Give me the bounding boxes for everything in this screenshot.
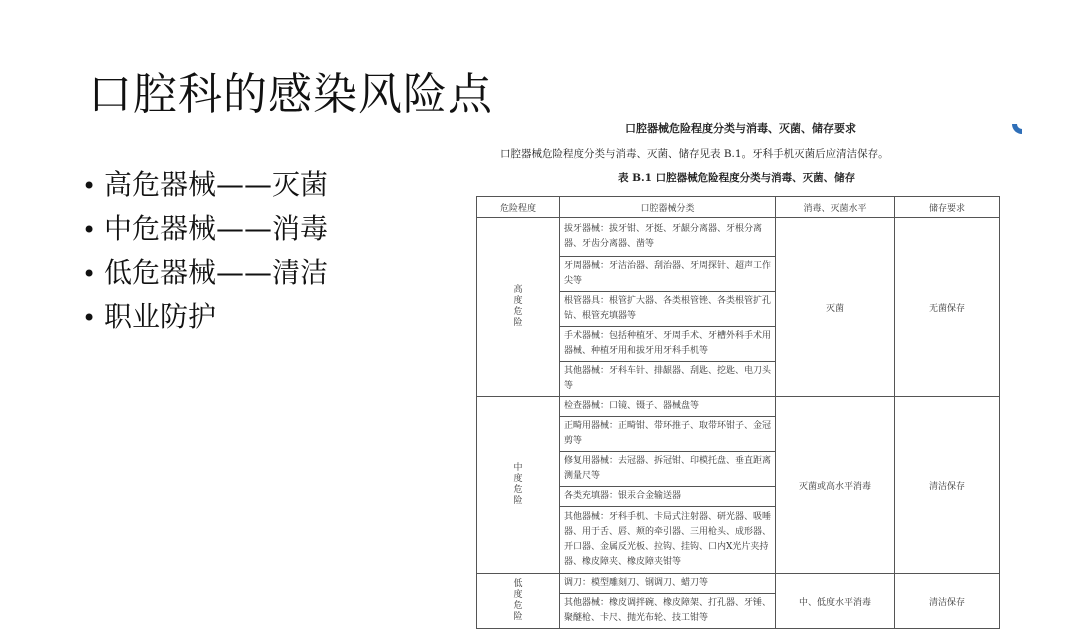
header-storage: 储存要求 [895,197,1000,218]
table-row [477,397,1000,417]
corner-mark-icon [1010,122,1024,136]
risk-level-cell: 中度危险 [477,397,560,574]
treatment-cell: 灭菌 [776,218,895,397]
document-intro: 口腔器械危险程度分类与消毒、灭菌、储存见表 B.1。牙科手机灭菌后应清洁保存。 [500,148,889,160]
instrument-cell: 牙周器械：牙洁治器、刮治器、牙周探针、超声工作尖等 [560,257,776,292]
instrument-cell: 拔牙器械：拔牙钳、牙挺、牙龈分离器、牙根分离器、牙齿分离器、凿等 [560,218,776,257]
bullet-text: 高危器械——灭菌 [104,168,329,201]
slide-title: 口腔科的感染风险点 [88,69,493,120]
instrument-cell: 修复用器械：去冠器、拆冠钳、印模托盘、垂直距离测量尺等 [560,452,776,487]
instrument-cell: 正畸用器械：正畸钳、带环推子、取带环钳子、金冠剪等 [560,417,776,452]
instrument-cell: 调刀：模型雕刻刀、钢调刀、蜡刀等 [560,574,776,594]
bullet-item [82,251,328,295]
bullet-text: 职业防护 [104,300,217,333]
risk-classification-table [476,196,1000,629]
storage-cell: 无菌保存 [895,218,1000,397]
bullet-dot: • [82,172,97,200]
instrument-cell: 其他器械：牙科手机、卡局式注射器、研光器、吸唾器、用于舌、唇、颊的牵引器、三用枪头、成形器、开口器、金属反光板、拉钩、挂钩、口内X光片夹持器、橡皮障夹、橡皮障夹钳等 [560,507,776,574]
bullet-item [82,207,328,251]
treatment-cell: 灭菌或高水平消毒 [776,397,895,574]
instrument-cell: 各类充填器：银汞合金输送器 [560,487,776,507]
bullet-dot: • [82,304,97,332]
bullet-list [82,163,328,339]
table-row [477,218,1000,257]
bullet-item [82,295,328,339]
document-heading: 口腔器械危险程度分类与消毒、灭菌、储存要求 [625,122,856,135]
storage-cell: 清洁保存 [895,397,1000,574]
bullet-dot: • [82,216,97,244]
bullet-text: 低危器械——清洁 [104,256,329,289]
header-instrument-class: 口腔器械分类 [560,197,776,218]
storage-cell: 清洁保存 [895,574,1000,629]
table-row [477,574,1000,594]
risk-level-cell: 高度危险 [477,218,560,397]
header-treatment-level: 消毒、灭菌水平 [776,197,895,218]
bullet-item [82,163,328,207]
table-header-row [477,197,1000,218]
bullet-text: 中危器械——消毒 [104,212,329,245]
instrument-cell: 其他器械：橡皮调拌碗、橡皮障架、打孔器、牙锤、聚醚枪、卡尺、抛光布轮、技工钳等 [560,594,776,629]
instrument-cell: 检查器械：口镜、镊子、器械盘等 [560,397,776,417]
instrument-cell: 其他器械：牙科车针、排龈器、刮匙、挖匙、电刀头等 [560,362,776,397]
instrument-cell: 根管器具：根管扩大器、各类根管锉、各类根管扩孔钻、根管充填器等 [560,292,776,327]
instrument-cell: 手术器械：包括种植牙、牙周手术、牙槽外科手术用器械、种植牙用和拔牙用牙科手机等 [560,327,776,362]
risk-level-cell: 低度危险 [477,574,560,629]
document-image [470,110,1030,623]
header-risk-level: 危险程度 [477,197,560,218]
table-caption: 表 B.1 口腔器械危险程度分类与消毒、灭菌、储存 [618,172,856,184]
treatment-cell: 中、低度水平消毒 [776,574,895,629]
bullet-dot: • [82,260,97,288]
